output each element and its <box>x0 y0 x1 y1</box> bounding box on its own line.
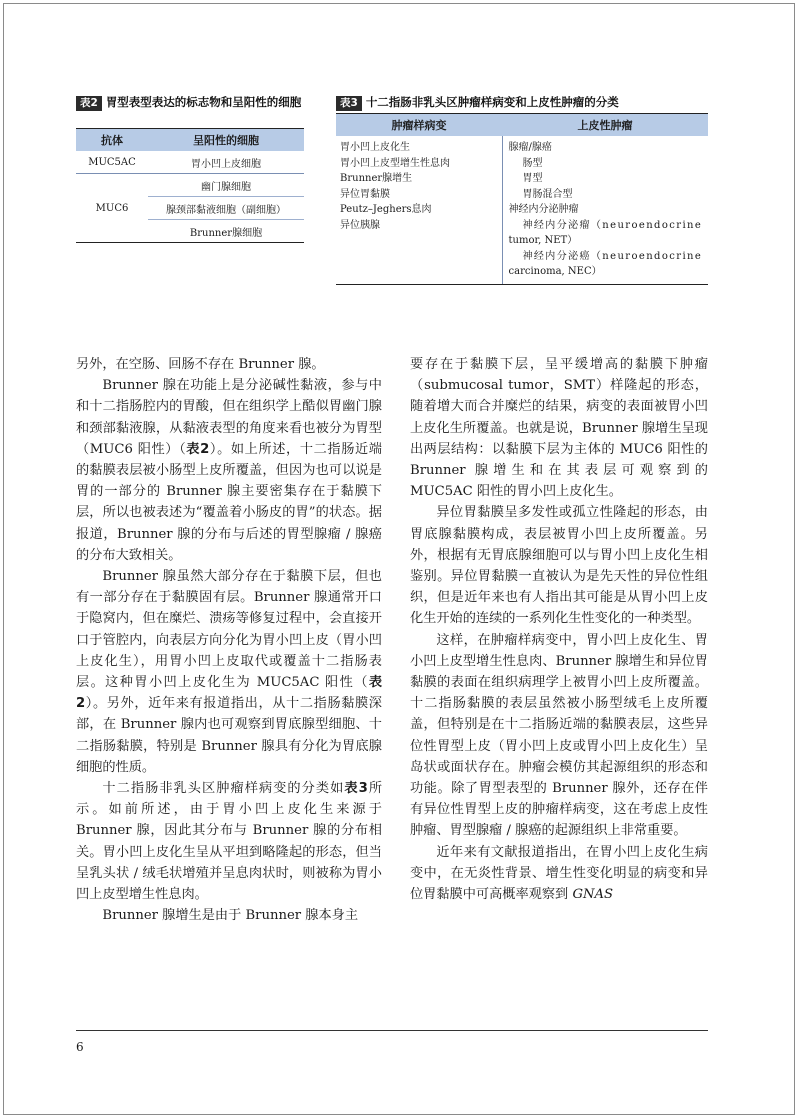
list-item: 神经内分泌肿瘤 <box>508 204 579 215</box>
right-column <box>410 354 708 905</box>
left-column <box>76 354 382 926</box>
list-item: Peutz–Jeghers息肉 <box>340 204 432 215</box>
list-item: 胃小凹上皮化生 <box>340 142 410 153</box>
table3-header-epithelial: 上皮性肿瘤 <box>502 114 708 137</box>
table2-tag: 表2 <box>76 96 102 111</box>
paragraph: 另外，在空肠、回肠不存在 Brunner 腺。 <box>76 357 325 372</box>
list-item: 胃肠混合型 <box>522 188 573 200</box>
list-item: Brunner腺增生 <box>340 173 413 184</box>
list-item: 异位胰腺 <box>340 219 380 231</box>
paragraph: Brunner 腺虽然大部分存在于黏膜下层，但也有一部分存在于黏膜固有层。Brunner 腺通常开口于隐窝内，但在糜烂、溃疡等修复过程中，会直接开口于管腔内，向表层方向分化为胃小凹上皮（胃小凹上皮化生），用胃小凹上皮取代或覆盖十二指肠表层。这种胃小凹上皮化生为 MUC5AC 阳性（表2）。另外，近年来有报道指出，从十二指肠黏膜深部，在 Brunner 腺内也可观察到胃底腺型细胞、十二指肠黏膜，特别是 Brunner 腺具有分化为胃底腺细胞的性质。 <box>76 569 382 775</box>
table2-antibody-muc6: MUC6 <box>76 174 148 243</box>
table-ref: 表2 <box>76 675 382 712</box>
page-number: 6 <box>76 1040 84 1054</box>
table3-header-tumorlike: 肿瘤样病变 <box>336 114 502 137</box>
table2-title: 胃型表型表达的标志物和呈阳性的细胞 <box>105 95 302 109</box>
table-ref: 表3 <box>344 781 368 797</box>
table2-antibody-muc5ac: MUC5AC <box>76 151 148 174</box>
table2-cell-muc6-1: 幽门腺细胞 <box>148 174 304 197</box>
list-item: 肠型 <box>522 157 543 169</box>
list-item: carcinoma, NEC） <box>508 266 602 277</box>
table2-cell-muc6-2: 腺颈部黏液细胞（副细胞） <box>148 197 304 220</box>
paragraph: Brunner 腺增生是由于 Brunner 腺本身主 <box>102 908 359 924</box>
table3-tumorlike-list <box>336 136 502 284</box>
table2-header-cells: 呈阳性的细胞 <box>148 129 304 152</box>
table2-header-antibody: 抗体 <box>76 129 148 152</box>
table3-caption <box>336 94 716 111</box>
table2-cell-muc5ac: 胃小凹上皮细胞 <box>148 151 304 174</box>
list-item: 腺瘤/腺癌 <box>508 142 552 153</box>
list-item: 胃小凹上皮型增生性息肉 <box>340 157 450 169</box>
table-ref: 表2 <box>186 441 210 457</box>
table2-caption <box>76 94 308 111</box>
table2 <box>76 128 304 243</box>
table3-title: 十二指肠非乳头区肿瘤样病变和上皮性肿瘤的分类 <box>365 95 619 109</box>
table3 <box>336 113 708 285</box>
list-item: tumor, NET） <box>508 235 578 246</box>
list-item: 胃型 <box>522 173 543 184</box>
table3-epithelial-list <box>502 136 708 284</box>
paragraph: 这样，在肿瘤样病变中，胃小凹上皮化生、胃小凹上皮型增生性息肉、Brunner 腺增生和异位胃黏膜的表面在组织病理学上被胃小凹上皮所覆盖。十二指肠黏膜的表层虽然被小肠型绒毛上皮所覆盖，但特别是在十二指肠近端的黏膜表层，这些异位性胃型上皮（胃小凹上皮或胃小凹上皮化生）呈岛状或面状存在。肿瘤会模仿其起源组织的形态和功能。除了胃型表型的 Brunner 腺外，还存在伴有异位性胃型上皮的肿瘤样病变，这在考虑上皮性肿瘤、胃型腺瘤 / 腺癌的起源组织上非常重要。 <box>410 632 708 839</box>
paragraph: 十二指肠非乳头区肿瘤样病变的分类如表3所示。如前所述，由于胃小凹上皮化生来源于 Brunner 腺，因此其分布与 Brunner 腺的分布相关。胃小凹上皮化生呈从平坦到略隆起的形态，但当呈乳头状 / 绒毛状增殖并呈息肉状时，则被称为胃小凹上皮型增生性息肉。 <box>76 781 383 903</box>
list-item: 神经内分泌瘤（neuroendocrine <box>522 219 703 231</box>
paragraph: 异位胃黏膜呈多发性或孤立性隆起的形态，由胃底腺黏膜构成，表层被胃小凹上皮所覆盖。另外，根据有无胃底腺细胞可以与胃小凹上皮化生相鉴别。异位胃黏膜一直被认为是先天性的异位性组织，但是近年来也有人指出其可能是从胃小凹上皮化生开始的连续的一系列化生性变化的一种类型。 <box>410 505 708 627</box>
paragraph: Brunner 腺在功能上是分泌碱性黏液，参与中和十二指肠腔内的胃酸，但在组织学上酷似胃幽门腺和颈部黏液腺，从黏液表型的角度来看也被分为胃型（MUC6 阳性）（表2）。如上所述，十二指肠近端的黏膜表层被小肠型上皮所覆盖，但因为也可以说是胃的一部分的 Brunner 腺主要密集存在于黏膜下层，所以也被表述为“覆盖着小肠皮的胃”的状态。据报道，Brunner 腺的分布与后述的胃型腺瘤 / 腺癌的分布大致相关。 <box>76 378 382 563</box>
paragraph: 要存在于黏膜下层，呈平缓增高的黏膜下肿瘤（submucosal tumor，SMT）样隆起的形态，随着增大而合并糜烂的结果，病变的表面被胃小凹上皮化生所覆盖。也就是说，Brunner 腺增生呈现出两层结构：以黏膜下层为主体的 MUC6 阳性的 Brunner 腺增生和在其表层可观察到的 MUC5AC 阳性的胃小凹上皮化生。 <box>410 357 708 500</box>
list-item: 异位胃黏膜 <box>340 188 390 200</box>
paragraph: 近年来有文献报道指出，在胃小凹上皮化生病变中，在无炎性背景、增生性变化明显的病变和异位胃黏膜中可高概率观察到 GNAS <box>410 844 708 903</box>
gene-name: GNAS <box>572 887 614 903</box>
list-item: 神经内分泌癌（neuroendocrine <box>522 250 703 262</box>
table3-tag: 表3 <box>336 96 362 111</box>
table2-cell-muc6-3: Brunner腺细胞 <box>148 220 304 243</box>
footer-rule <box>76 1030 708 1031</box>
